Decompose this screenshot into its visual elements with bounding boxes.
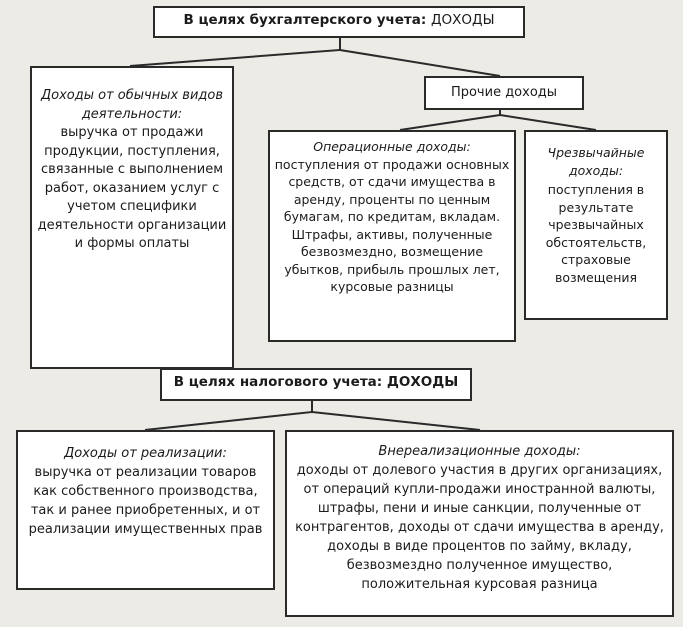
operating-income-body: поступления от продажи основных средств, от сдачи имущества в аренду, проценты по ценным бумагам, по кредитам, вкладам. Штрафы, активы, полученные безвозмездно, возмещение убытков, прибыль прошлых лет, курсовые разницы xyxy=(274,156,510,294)
sales-income-title: Доходы от реализации: xyxy=(64,446,227,461)
accounting-header-rest: ДОХОДЫ xyxy=(430,12,495,28)
accounting-header xyxy=(153,6,525,38)
nonoperating-income-body: доходы от долевого участия в других организациях, от операций купли-продажи иностранной валюты, штрафы, пени и иные санкции, полученные от контрагентов, доходы от сдачи имущества в аренду, доходы в виде процентов по займу, вкладу, безвозмездно полученное имущество, положительная курсовая разница xyxy=(295,463,664,592)
tax-header xyxy=(160,368,472,401)
connector-other-extraordinary xyxy=(500,115,596,130)
nonoperating-income-box xyxy=(285,430,674,617)
connector-other-operating xyxy=(400,110,500,130)
sales-income-box xyxy=(16,430,275,590)
ordinary-income-title: Доходы от обычных видов деятельности: xyxy=(40,88,224,122)
operating-income-title: Операционные доходы: xyxy=(313,139,471,154)
ordinary-income-box xyxy=(30,66,234,369)
connector-accounting-other xyxy=(340,50,500,76)
nonoperating-income-title: Внереализационные доходы: xyxy=(378,444,581,459)
accounting-header-bold: В целях бухгалтерского учета: xyxy=(183,12,427,28)
other-income-box xyxy=(424,76,584,110)
other-income-title: Прочие доходы xyxy=(450,85,558,100)
connector-tax-nonoperating xyxy=(312,412,480,430)
connector-accounting-ordinary xyxy=(130,38,340,66)
operating-income-box xyxy=(268,130,516,342)
connector-tax-sales xyxy=(145,401,312,430)
sales-income-body: выручка от реализации товаров как собственного производства, так и ранее приобретенных, и от реализации имущественных прав xyxy=(28,465,263,537)
extraordinary-income-body: поступления в результате чрезвычайных обстоятельств, страховые возмещения xyxy=(545,182,647,285)
tax-header-bold: В целях налогового учета: xyxy=(173,374,383,390)
tax-header-rest: ДОХОДЫ xyxy=(386,374,459,390)
ordinary-income-body: выручка от продажи продукции, поступления, связанные с выполнением работ, оказанием услуг с учетом специфики деятельности организации и формы оплаты xyxy=(37,125,227,251)
extraordinary-income-box xyxy=(524,130,668,320)
extraordinary-income-title: Чрезвычайные доходы: xyxy=(547,145,645,178)
